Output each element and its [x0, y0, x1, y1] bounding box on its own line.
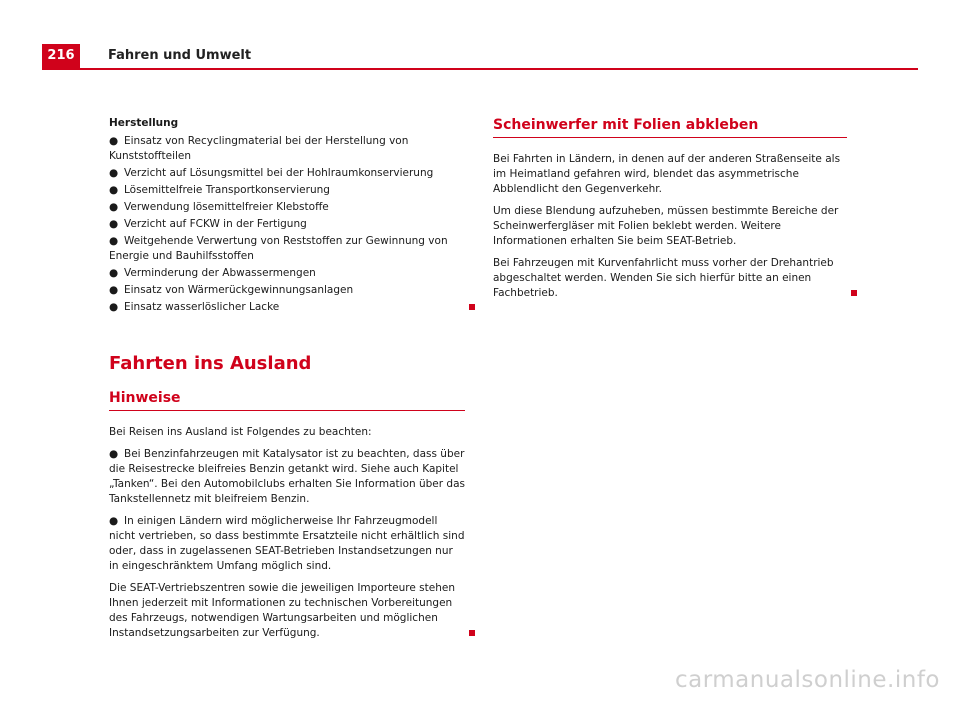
paragraph: Bei Fahrzeugen mit Kurvenfahrlicht muss vorher der Drehantrieb abgeschaltet werden. Wenden Sie sich hierfür bitte an einen Fachbetrieb. — [493, 256, 847, 301]
subsection-title-folien: Scheinwerfer mit Folien abkleben — [493, 116, 847, 138]
production-list — [109, 134, 465, 315]
closing-text: Die SEAT-Vertriebszentren sowie die jeweiligen Importeure stehen Ihnen jederzeit mit Informationen zu technischen Vorbereitungen des Fahrzeugs, notwendigen Wartungsarbeiten und möglichen Instandsetzungsarbeiten zur Verfügung. — [109, 581, 465, 641]
left-column — [109, 116, 465, 648]
paragraph: Bei Fahrten in Ländern, in denen auf der anderen Straßenseite als im Heimatland gefahren wird, blendet das asymmetrische Abblendlicht den Gegenverkehr. — [493, 153, 841, 195]
bullet-icon: ● — [109, 448, 119, 460]
list-item: ● Einsatz von Recyclingmaterial bei der Herstellung von Kunststoffteilen — [109, 135, 409, 162]
list-item: ● Verminderung der Abwassermengen — [109, 267, 316, 279]
bullet-icon: ● — [109, 218, 119, 230]
note-item: ● In einigen Ländern wird möglicherweise Ihr Fahrzeugmodell nicht vertrieben, so dass bestimmte Ersatzteile nicht erhältlich sind oder, dass in zugelassenen SEAT-Betrieben Instandsetzungen nur in eingeschränktem Umfang möglich sind. — [109, 515, 465, 572]
page-number: 216 — [42, 44, 80, 68]
bullet-icon: ● — [109, 135, 119, 147]
list-item: ● Verzicht auf Lösungsmittel bei der Hohlraumkonservierung — [109, 167, 434, 179]
list-item: ● Verwendung lösemittelfreier Klebstoffe — [109, 201, 329, 213]
list-item: ● Einsatz von Wärmerückgewinnungsanlagen — [109, 284, 354, 296]
bullet-icon: ● — [109, 184, 119, 196]
list-item: ● Verzicht auf FCKW in der Fertigung — [109, 218, 307, 230]
section-end-icon — [469, 630, 475, 636]
chapter-title: Fahren und Umwelt — [108, 48, 252, 63]
page-header — [42, 44, 918, 70]
bullet-icon: ● — [109, 167, 119, 179]
section-end-icon — [469, 304, 475, 310]
subsection-title-hinweise: Hinweise — [109, 389, 465, 411]
intro-text: Bei Reisen ins Ausland ist Folgendes zu beachten: — [109, 426, 372, 438]
right-column — [493, 116, 847, 308]
watermark: carmanualsonline.info — [674, 667, 940, 693]
paragraph: Um diese Blendung aufzuheben, müssen bestimmte Bereiche der Scheinwerfergläser mit Folien beklebt werden. Weitere Informationen erhalten Sie beim SEAT-Betrieb. — [493, 205, 839, 247]
bullet-icon: ● — [109, 515, 119, 527]
list-item: ● Einsatz wasserlöslicher Lacke — [109, 300, 465, 315]
section-end-icon — [851, 290, 857, 296]
subhead-herstellung: Herstellung — [109, 117, 179, 129]
note-item: ● Bei Benzinfahrzeugen mit Katalysator ist zu beachten, dass über die Reisestrecke bleifreies Benzin getankt wird. Siehe auch Kapitel „Tanken“. Bei den Automobilclubs erhalten Sie Information über das Tankstellennetz mit bleifreiem Benzin. — [109, 448, 465, 505]
section-title: Fahrten ins Ausland — [109, 353, 312, 374]
bullet-icon: ● — [109, 284, 119, 296]
bullet-icon: ● — [109, 235, 119, 247]
list-item: ● Weitgehende Verwertung von Reststoffen zur Gewinnung von Energie und Bauhilfsstoffen — [109, 235, 448, 262]
bullet-icon: ● — [109, 201, 119, 213]
list-item: ● Lösemittelfreie Transportkonservierung — [109, 184, 330, 196]
bullet-icon: ● — [109, 301, 119, 313]
bullet-icon: ● — [109, 267, 119, 279]
